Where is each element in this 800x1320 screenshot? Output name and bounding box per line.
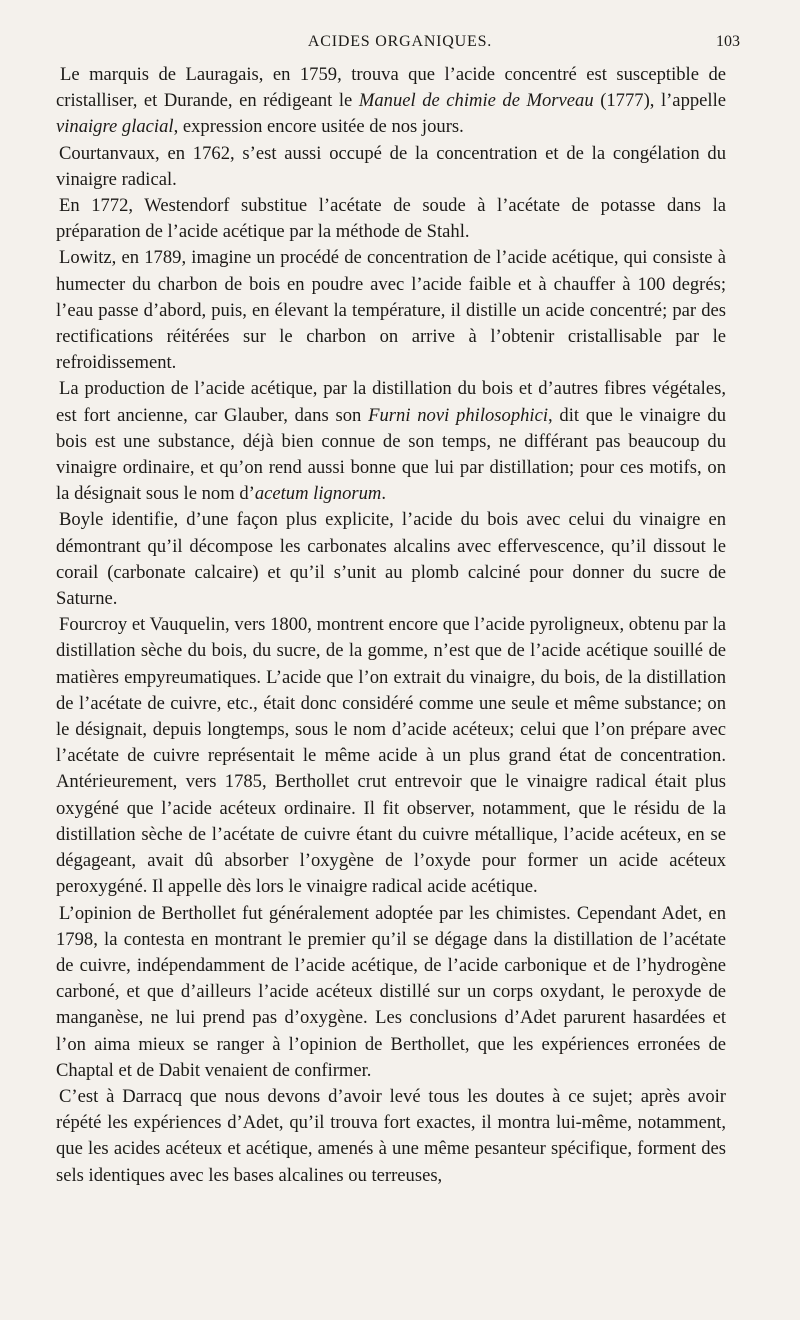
text-run: , dit que le vinaigre du bois est une substance, déjà bien connue de son temps, ne différant pas beaucoup du vinaigre ordinaire, et qu’on rend aussi bonne que lui par distillation; pour ces motifs, on la désignait sous le nom d’ — [56, 404, 726, 505]
body-text — [56, 62, 726, 1189]
text-run: . — [381, 483, 387, 505]
paragraph — [56, 245, 726, 376]
text-run: (1777), l’appelle — [593, 90, 726, 112]
text-run: Fourcroy et Vauquelin, vers 1800, montrent encore que l’acide pyroligneux, obtenu par la distillation sèche du bois, du sucre, de la gomme, n’est que de l’acide acétique souillé de matières empyreumatiques. L’acide que l’on extrait du vinaigre, du bois, de la distillation de l’acétate de cuivre, etc., était donc considéré comme une seule et même substance; on le désignait, depuis longtemps, sous le nom d’acide acéteux; celui que l’on prépare avec l’acétate de cuivre représentait le même acide à un plus grand état de concentration. Antérieurement, vers 1785, Berthollet crut entrevoir que le vinaigre radical était plus oxygéné que l’acide acéteux ordinaire. Il fit observer, notamment, que le résidu de la distillation sèche de l’acétate de cuivre étant du cuivre métallique, l’acide acéteux, en se dégageant, avait dû absorber l’oxygène de l’oxyde pour former un acide acéteux peroxygéné. Il appelle dès lors le vinaigre radical acide acétique. — [56, 614, 726, 898]
running-title: ACIDES ORGANIQUES. — [307, 33, 493, 50]
paragraph — [56, 193, 726, 245]
text-run: Lowitz, en 1789, imagine un procédé de concentration de l’acide acétique, qui consiste à humecter du charbon de bois en poudre avec l’acide faible et à chauffer à 100 degrés; l’eau passe d’abord, puis, en élevant la température, il distille un acide concentré; par des rectifications réitérées sur le charbon on arrive à l’obtenir cristallisable par le refroidissement. — [56, 247, 726, 374]
paragraph — [56, 901, 726, 1084]
paragraph — [56, 1084, 726, 1189]
italic-phrase: vinaigre glacial — [56, 116, 174, 138]
text-run: Le marquis de Lauragais, en 1759, trouva que l’acide concentré est susceptible de cristalliser, et Durande, en rédigeant le — [56, 64, 726, 112]
italic-phrase: acetum lignorum — [254, 483, 382, 505]
paragraph — [56, 612, 726, 900]
paragraph — [56, 507, 726, 612]
text-run: La production de l’acide acétique, par la distillation du bois et d’autres fibres végétales, est fort ancienne, car Glauber, dans son — [56, 378, 726, 426]
paragraph — [56, 376, 726, 507]
text-run: Courtanvaux, en 1762, s’est aussi occupé de la concentration et de la congélation du vinaigre radical. — [56, 142, 726, 190]
text-run: L’opinion de Berthollet fut généralement adoptée par les chimistes. Cependant Adet, en 1798, la contesta en montrant le premier qu’il se dégage dans la distillation de l’acétate de cuivre, indépendamment de l’acide acétique, de l’acide carbonique et de l’hydrogène carboné, et que d’ailleurs l’acide acéteux distillé sur un corps oxydant, le peroxyde de manganèse, ne lui prend pas d’oxygène. Les conclusions d’Adet parurent hasardées et l’on aima mieux se ranger à l’opinion de Berthollet, que les expériences erronées de Chaptal et de Dabit venaient de confirmer. — [56, 902, 726, 1081]
italic-phrase: Manuel de chimie de Morveau — [358, 90, 594, 112]
text-run: Boyle identifie, d’une façon plus explicite, l’acide du bois avec celui du vinaigre en démontrant qu’il décompose les carbonates alcalins avec effervescence, qu’il dissout le corail (carbonate calcaire) et qu’il s’unit au plomb calciné pour donner du sucre de Saturne. — [56, 509, 726, 610]
text-run: , expression encore usitée de nos jours. — [173, 116, 464, 138]
text-run: En 1772, Westendorf substitue l’acétate de soude à l’acétate de potasse dans la préparation de l’acide acétique par la méthode de Stahl. — [56, 195, 726, 243]
page-number: 103 — [716, 33, 740, 50]
text-run: C’est à Darracq que nous devons d’avoir levé tous les doutes à ce sujet; après avoir répété les expériences d’Adet, qu’il trouva fort exactes, il montra lui-même, notamment, que les acides acéteux et acétique, amenés à une même pesanteur spécifique, forment des sels identiques avec les bases alcalines ou terreuses, — [56, 1085, 726, 1186]
paragraph — [56, 141, 726, 193]
paragraph — [56, 62, 726, 141]
italic-phrase: Furni novi philosophici — [368, 404, 548, 426]
running-head — [60, 33, 740, 57]
